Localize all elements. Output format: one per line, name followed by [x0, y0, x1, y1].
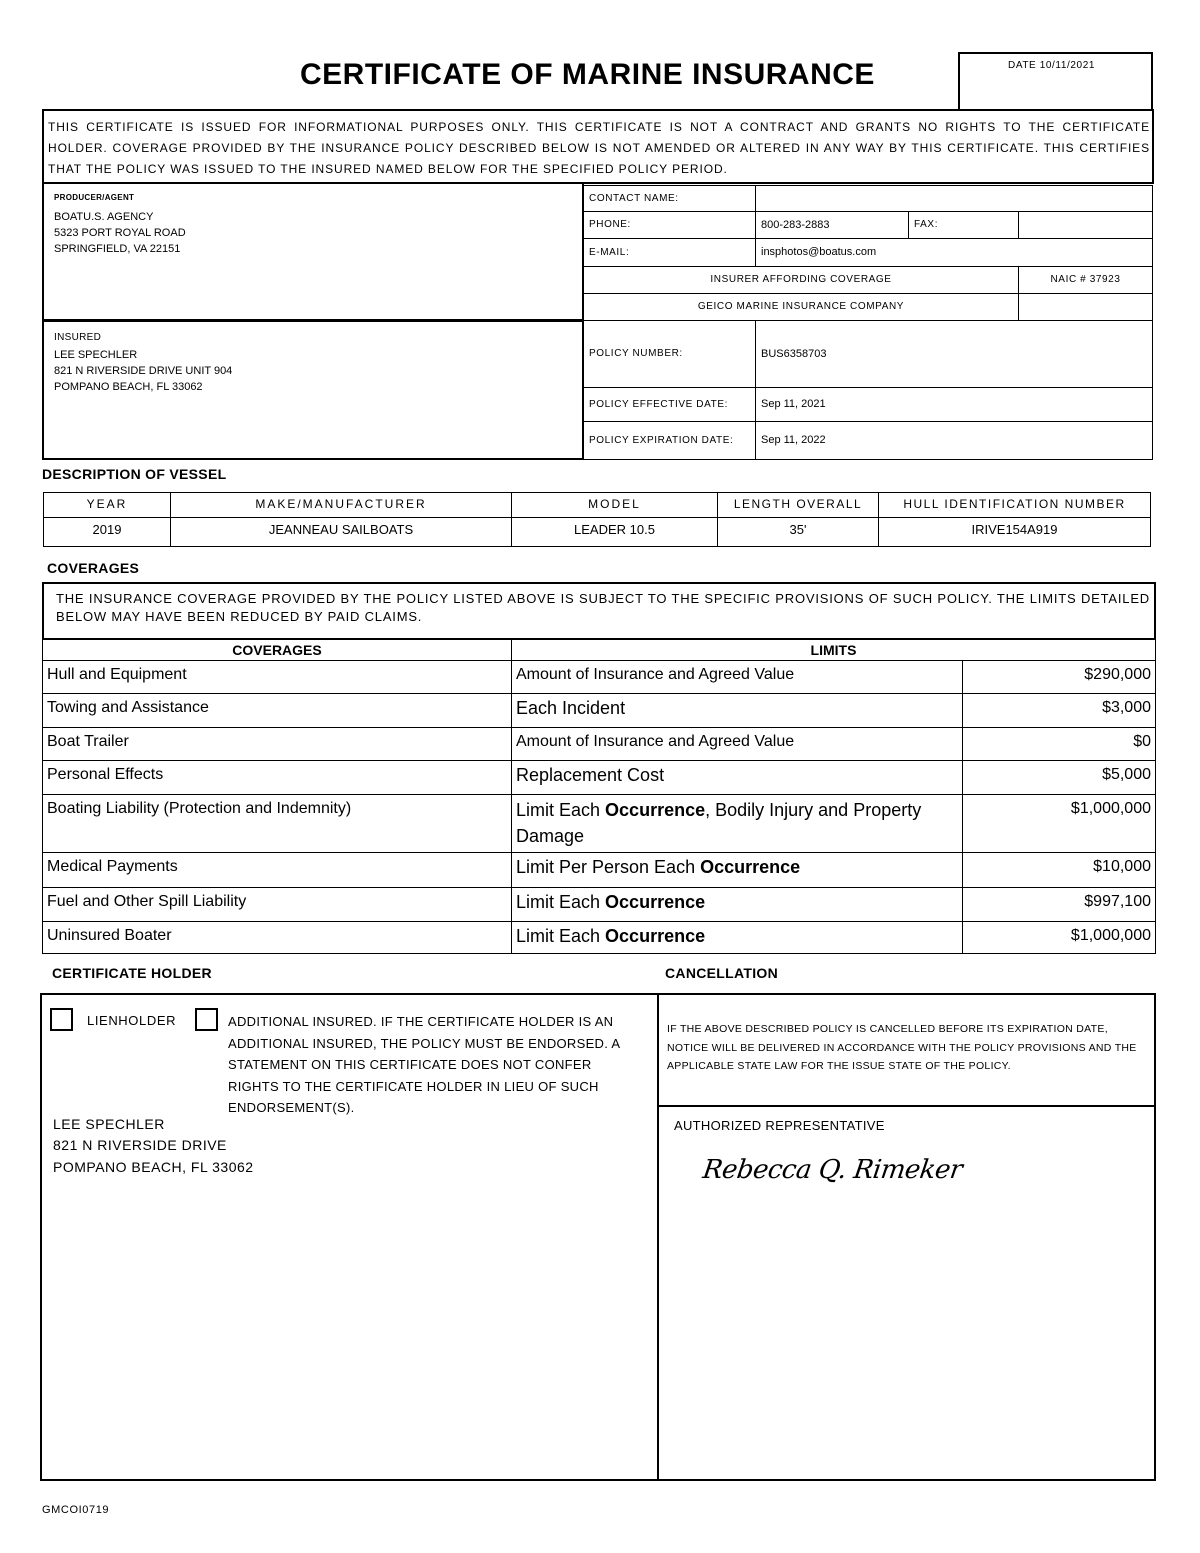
limit-text: Limit Each: [516, 800, 606, 820]
coverage-limit: [511, 727, 963, 761]
vessel-make: JEANNEAU SAILBOATS: [170, 517, 512, 547]
coverage-amount: $3,000: [962, 693, 1156, 728]
coverages-note-box: [42, 582, 1156, 640]
coverage-amount: $997,100: [962, 887, 1156, 922]
coverage-name: Towing and Assistance: [42, 693, 512, 728]
certificate-holder-title: CERTIFICATE HOLDER: [52, 965, 212, 981]
coverage-name: Personal Effects: [42, 760, 512, 795]
signature: Rebecca Q. Rimeker: [700, 1155, 965, 1185]
email-label: E-MAIL:: [583, 238, 756, 267]
vessel-header-hin: HULL IDENTIFICATION NUMBER: [878, 492, 1151, 518]
date-value: DATE 10/11/2021: [1008, 60, 1096, 71]
naic-number: NAIC # 37923: [1018, 266, 1153, 294]
cancellation-text: IF THE ABOVE DESCRIBED POLICY IS CANCELLED BEFORE ITS EXPIRATION DATE, NOTICE WILL BE DELIVERED IN ACCORDANCE WITH THE POLICY PROVISIONS AND THE APPLICABLE STATE LAW FOR THE ISSUE STATE OF THE POLICY.: [667, 1023, 1137, 1072]
insured-box: [42, 320, 584, 460]
additional-insured-checkbox[interactable]: [195, 1008, 218, 1031]
coverage-amount: $1,000,000: [962, 921, 1156, 954]
producer-line1: BOATU.S. AGENCY: [54, 211, 154, 223]
coverage-name: Medical Payments: [42, 852, 512, 888]
vessel-length: 35': [717, 517, 879, 547]
limit-text-bold: Occurrence: [605, 800, 706, 820]
insured-line3: POMPANO BEACH, FL 33062: [54, 381, 203, 393]
page-title: CERTIFICATE OF MARINE INSURANCE: [300, 58, 875, 91]
coverage-name: Fuel and Other Spill Liability: [42, 887, 512, 922]
authorized-rep-box: [657, 1105, 1156, 1481]
coverage-amount: $1,000,000: [962, 794, 1156, 853]
coverage-name: Boat Trailer: [42, 727, 512, 761]
insurer-header: INSURER AFFORDING COVERAGE: [583, 266, 1019, 294]
phone-value: 800-283-2883: [755, 211, 909, 239]
vessel-header-make: MAKE/MANUFACTURER: [170, 492, 512, 518]
insured-line1: LEE SPECHLER: [54, 349, 138, 361]
producer-line2: 5323 PORT ROYAL ROAD: [54, 227, 186, 239]
limit-text-post: , Bodily Injury and Property Damage: [516, 800, 922, 846]
fax-value: [1018, 211, 1153, 239]
holder-line2: 821 N RIVERSIDE DRIVE: [53, 1137, 227, 1153]
coverage-limit: [511, 852, 963, 888]
policy-number-label: POLICY NUMBER:: [583, 320, 756, 388]
col-header-coverages: COVERAGES: [42, 639, 512, 661]
limit-text: Limit Each: [516, 892, 606, 912]
coverage-limit: [511, 794, 963, 853]
vessel-header-model: MODEL: [511, 492, 718, 518]
limit-text: Limit Per Person Each: [516, 857, 701, 877]
col-header-limits: LIMITS: [511, 639, 1156, 661]
coverages-note: THE INSURANCE COVERAGE PROVIDED BY THE POLICY LISTED ABOVE IS SUBJECT TO THE SPECIFIC PROVISIONS OF SUCH POLICY. THE LIMITS DETAILED BELOW MAY HAVE BEEN REDUCED BY PAID CLAIMS.: [56, 591, 1150, 624]
coverage-limit: [511, 887, 963, 922]
vessel-header-year: YEAR: [43, 492, 171, 518]
authorized-rep-label: AUTHORIZED REPRESENTATIVE: [674, 1118, 885, 1133]
vessel-model: LEADER 10.5: [511, 517, 718, 547]
certificate-holder-box: [40, 993, 659, 1481]
coverage-name: Hull and Equipment: [42, 660, 512, 694]
coverage-name: Boating Liability (Protection and Indemnity): [42, 794, 512, 853]
policy-number-value: BUS6358703: [755, 320, 1153, 388]
insured-line2: 821 N RIVERSIDE DRIVE UNIT 904: [54, 365, 233, 377]
coverage-amount: $5,000: [962, 760, 1156, 795]
cancellation-title: CANCELLATION: [665, 965, 778, 981]
phone-label: PHONE:: [583, 211, 756, 239]
vessel-section-title: DESCRIPTION OF VESSEL: [42, 466, 227, 482]
effective-date-label: POLICY EFFECTIVE DATE:: [583, 387, 756, 422]
disclaimer-text: THIS CERTIFICATE IS ISSUED FOR INFORMATIONAL PURPOSES ONLY. THIS CERTIFICATE IS NOT A CONTRACT AND GRANTS NO RIGHTS TO THE CERTIFICATE HOLDER. COVERAGE PROVIDED BY THE INSURANCE POLICY DESCRIBED BELOW IS NOT AMENDED OR ALTERED IN ANY WAY BY THIS CERTIFICATE. THIS CERTIFIES THAT THE POLICY WAS ISSUED TO THE INSURED NAMED BELOW FOR THE SPECIFIED POLICY PERIOD.: [48, 120, 1150, 176]
fax-label: FAX:: [908, 211, 1019, 239]
date-box: [958, 52, 1153, 110]
holder-line1: LEE SPECHLER: [53, 1116, 165, 1132]
lienholder-label: LIENHOLDER: [87, 1013, 177, 1028]
coverages-section-title: COVERAGES: [47, 560, 140, 576]
producer-line3: SPRINGFIELD, VA 22151: [54, 243, 181, 255]
email-value: insphotos@boatus.com: [755, 238, 1153, 267]
limit-text-bold: Occurrence: [605, 926, 706, 946]
coverage-limit: [511, 660, 963, 694]
limit-text: Limit Each: [516, 926, 606, 946]
limit-text: Replacement Cost: [516, 765, 665, 785]
disclaimer-box: [42, 109, 1154, 184]
coverage-amount: $0: [962, 727, 1156, 761]
limit-text: Amount of Insurance and Agreed Value: [516, 666, 795, 683]
contact-name-label: CONTACT NAME:: [583, 185, 756, 212]
contact-name-value: [755, 185, 1153, 212]
limit-text-bold: Occurrence: [605, 892, 706, 912]
limit-text: Amount of Insurance and Agreed Value: [516, 733, 795, 750]
producer-label: PRODUCER/AGENT: [54, 193, 135, 202]
insured-label: INSURED: [54, 332, 102, 343]
expiration-date-label: POLICY EXPIRATION DATE:: [583, 421, 756, 460]
cancellation-box: [657, 993, 1156, 1107]
coverage-amount: $290,000: [962, 660, 1156, 694]
holder-line3: POMPANO BEACH, FL 33062: [53, 1159, 254, 1175]
limit-text: Each Incident: [516, 698, 626, 718]
coverage-limit: [511, 760, 963, 795]
coverage-limit: [511, 693, 963, 728]
producer-box: [42, 183, 584, 321]
insurer-empty-cell: [1018, 293, 1153, 321]
additional-insured-text: ADDITIONAL INSURED. IF THE CERTIFICATE HOLDER IS AN ADDITIONAL INSURED, THE POLICY MUST BE ENDORSED. A STATEMENT ON THIS CERTIFICATE DOES NOT CONFER RIGHTS TO THE CERTIFICATE HOLDER IN LIEU OF SUCH ENDORSEMENT(S).: [228, 1014, 620, 1115]
expiration-date-value: Sep 11, 2022: [755, 421, 1153, 460]
insurer-name: GEICO MARINE INSURANCE COMPANY: [583, 293, 1019, 321]
effective-date-value: Sep 11, 2021: [755, 387, 1153, 422]
vessel-header-length: LENGTH OVERALL: [717, 492, 879, 518]
coverage-limit: [511, 921, 963, 954]
form-code: GMCOI0719: [42, 1504, 110, 1516]
vessel-year: 2019: [43, 517, 171, 547]
limit-text-bold: Occurrence: [700, 857, 801, 877]
lienholder-checkbox[interactable]: [50, 1008, 73, 1031]
coverage-name: Uninsured Boater: [42, 921, 512, 954]
vessel-hin: IRIVE154A919: [878, 517, 1151, 547]
coverage-amount: $10,000: [962, 852, 1156, 888]
